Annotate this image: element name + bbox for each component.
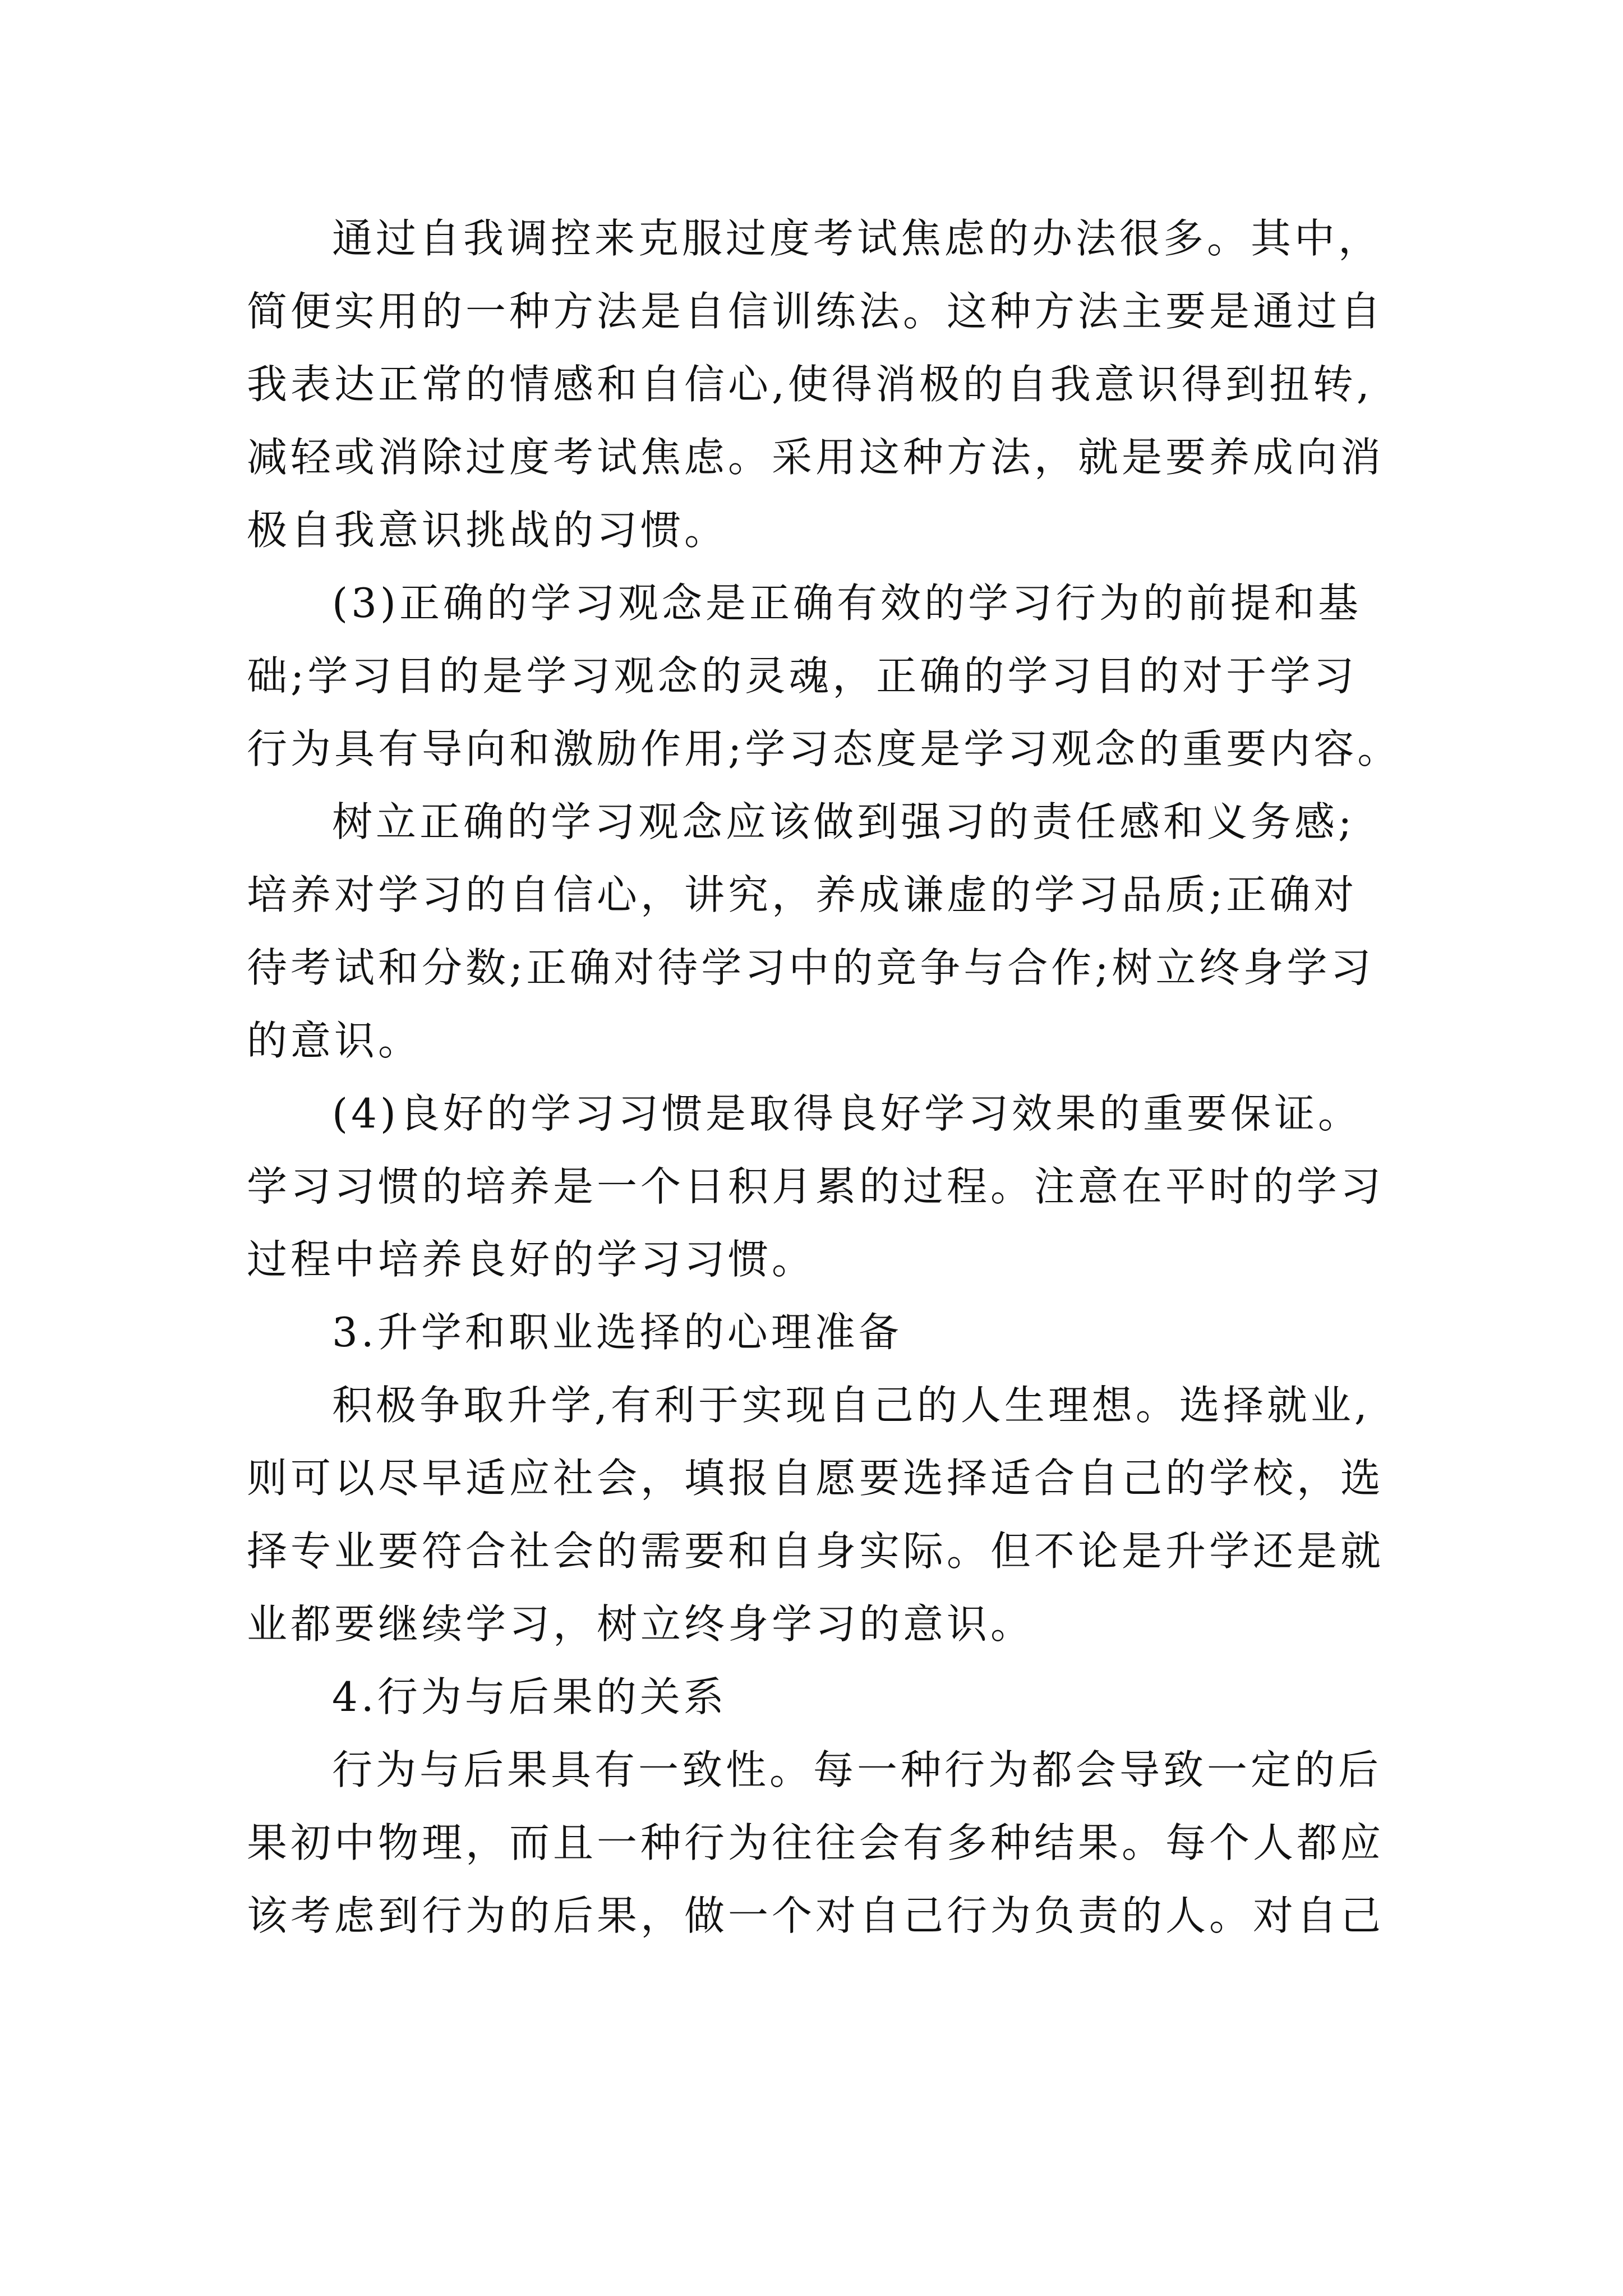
- text-line: 行为与后果具有一致性。每一种行为都会导致一定的后: [332, 1746, 1382, 1793]
- text-line: 业都要继续学习，树立终身学习的意识。: [247, 1600, 1035, 1648]
- text-line: 该考虑到行为的后果，做一个对自己行为负责的人。对自己: [247, 1892, 1385, 1939]
- text-line: 培养对学习的自信心，讲究，养成谦虚的学习品质;正确对: [247, 871, 1358, 918]
- section-heading: 4.行为与后果的关系: [332, 1673, 727, 1720]
- text-line: 择专业要符合社会的需要和自身实际。但不论是升学还是就: [247, 1527, 1385, 1575]
- text-line: 待考试和分数;正确对待学习中的竞争与合作;树立终身学习: [247, 944, 1375, 991]
- text-line: 我表达正常的情感和自信心,使得消极的自我意识得到扭转,: [247, 361, 1373, 408]
- text-line: 的意识。: [247, 1017, 422, 1064]
- text-line: (3)正确的学习观念是正确有效的学习行为的前提和基: [332, 579, 1362, 627]
- text-line: 果初中物理，而且一种行为往往会有多种结果。每个人都应: [247, 1819, 1385, 1866]
- text-line: 极自我意识挑战的习惯。: [247, 507, 728, 554]
- text-line: 减轻或消除过度考试焦虑。采用这种方法，就是要养成向消: [247, 434, 1385, 481]
- text-line: 则可以尽早适应社会，填报自愿要选择适合自己的学校，选: [247, 1455, 1385, 1502]
- text-line: 通过自我调控来克服过度考试焦虑的办法很多。其中，: [332, 215, 1382, 262]
- text-line: 行为具有导向和激励作用;学习态度是学习观念的重要内容。: [247, 725, 1401, 772]
- text-line: 简便实用的一种方法是自信训练法。这种方法主要是通过自: [247, 288, 1385, 335]
- text-line: (4)良好的学习习惯是取得良好学习效果的重要保证。: [332, 1090, 1362, 1137]
- section-heading: 3.升学和职业选择的心理准备: [332, 1309, 902, 1356]
- text-line: 学习习惯的培养是一个日积月累的过程。注意在平时的学习: [247, 1163, 1385, 1210]
- document-body: [247, 202, 1436, 1952]
- text-line: 过程中培养良好的学习习惯。: [247, 1236, 816, 1283]
- text-line: 础;学习目的是学习观念的灵魂，正确的学习目的对于学习: [247, 652, 1358, 700]
- text-line: 树立正确的学习观念应该做到强习的责任感和义务感;: [332, 798, 1355, 845]
- text-line: 积极争取升学,有利于实现自己的人生理想。选择就业,: [332, 1382, 1371, 1429]
